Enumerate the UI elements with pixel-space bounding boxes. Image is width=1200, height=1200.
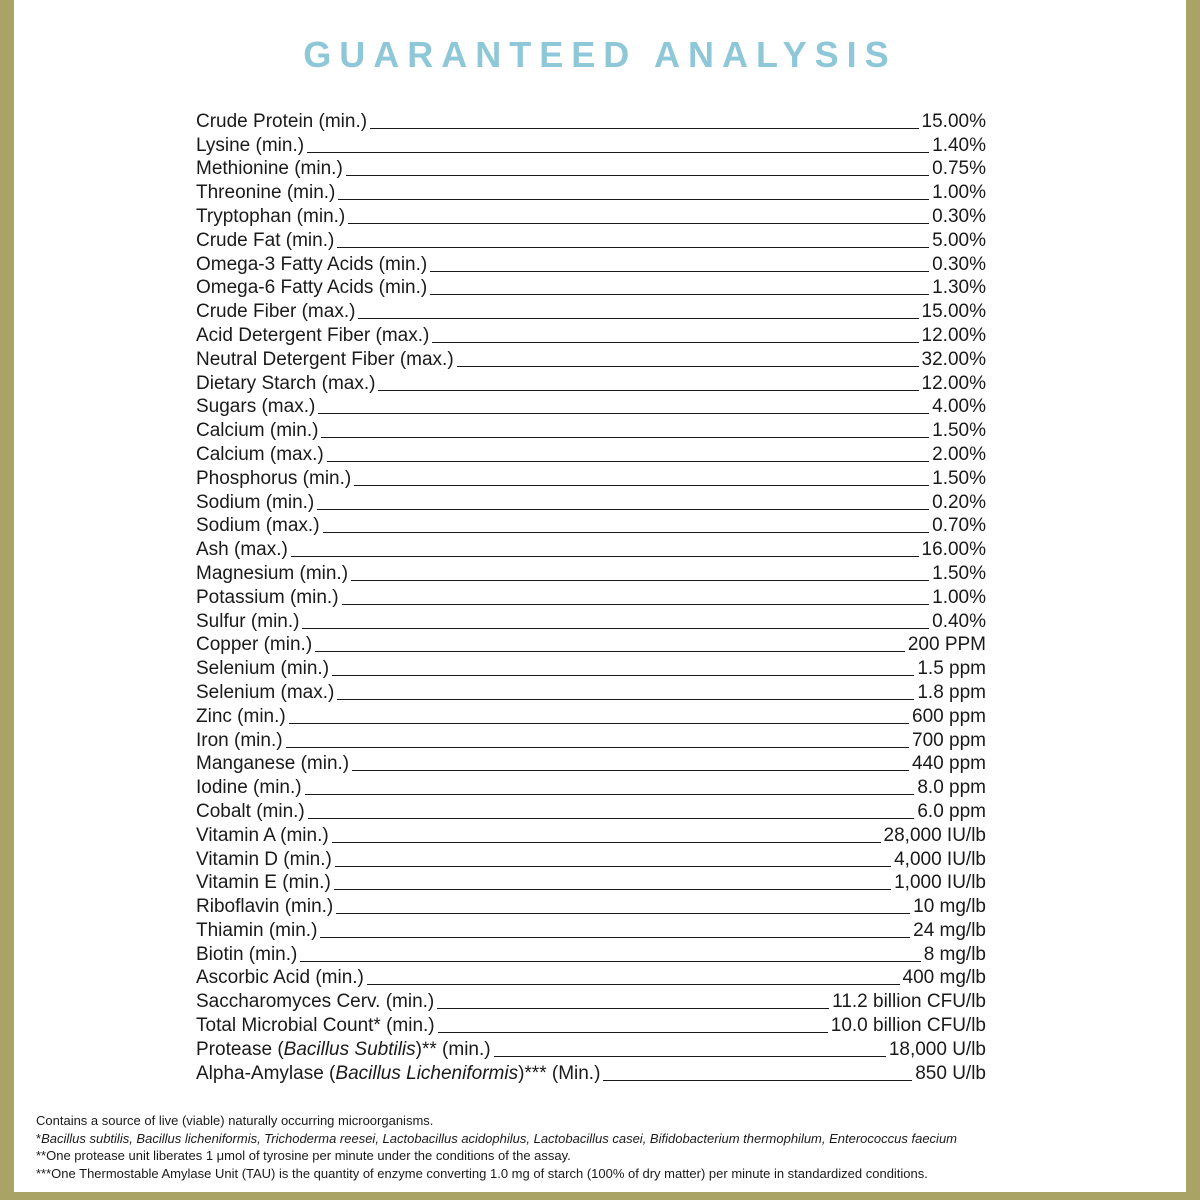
leader-line: [317, 508, 929, 510]
nutrient-value: 440 ppm: [912, 753, 986, 775]
nutrient-value: 10 mg/lb: [913, 896, 986, 918]
analysis-row: [196, 728, 986, 752]
nutrient-label: Saccharomyces Cerv. (min.): [196, 991, 435, 1013]
analysis-row: [196, 442, 986, 466]
nutrient-label: Selenium (max.): [196, 681, 335, 703]
leader-line: [354, 484, 929, 486]
analysis-row: [196, 514, 986, 538]
analysis-row: [196, 966, 986, 990]
page-title: GUARANTEED ANALYSIS: [303, 34, 897, 75]
analysis-row: [196, 752, 986, 776]
nutrient-label: Riboflavin (min.): [196, 896, 334, 918]
nutrient-value: 1.40%: [932, 134, 986, 156]
nutrient-value: 10.0 billion CFU/lb: [830, 1015, 986, 1037]
analysis-row: [196, 347, 986, 371]
leader-line: [430, 293, 929, 295]
nutrient-label: Sodium (max.): [196, 515, 320, 537]
nutrient-value: 4.00%: [932, 396, 986, 418]
nutrient-label: Vitamin D (min.): [196, 848, 332, 870]
nutrient-label: Vitamin A (min.): [196, 824, 329, 846]
nutrient-value: 15.00%: [921, 110, 986, 132]
nutrient-label: Dietary Starch (max.): [196, 372, 376, 394]
analysis-row: [196, 395, 986, 419]
analysis-row: [196, 609, 986, 633]
footnote-organisms: [36, 1130, 1166, 1148]
leader-line: [291, 555, 919, 557]
nutrient-value: 8.0 ppm: [917, 777, 986, 799]
leader-line: [432, 341, 918, 343]
nutrient-label-suffix: )*** (Min.): [518, 1062, 601, 1084]
analysis-row: [196, 633, 986, 657]
analysis-row: [196, 490, 986, 514]
leader-line: [336, 912, 910, 914]
leader-line: [302, 627, 929, 629]
nutrient-label: Magnesium (min.): [196, 562, 349, 584]
nutrient-label: [196, 1063, 600, 1085]
nutrient-value: 0.30%: [932, 253, 986, 275]
analysis-row: [196, 989, 986, 1013]
leader-line: [318, 412, 929, 414]
leader-line: [457, 365, 919, 367]
nutrient-label: Potassium (min.): [196, 586, 339, 608]
analysis-row: [196, 656, 986, 680]
leader-line: [337, 698, 914, 700]
nutrient-label: Sodium (min.): [196, 491, 315, 513]
nutrient-label: Omega-6 Fatty Acids (min.): [196, 277, 428, 299]
analysis-row: [196, 1037, 986, 1061]
nutrient-label: Crude Fat (min.): [196, 229, 335, 251]
analysis-row: [196, 1013, 986, 1037]
leader-line: [378, 389, 918, 391]
nutrient-value: 15.00%: [921, 301, 986, 323]
footnote-protease: **One protease unit liberates 1 μmol of tyrosine per minute under the conditions of the assay.: [36, 1148, 571, 1163]
analysis-row: [196, 157, 986, 181]
nutrient-label: Calcium (min.): [196, 420, 319, 442]
nutrient-label-organism: Bacillus Subtilis: [283, 1038, 416, 1060]
leader-line: [351, 579, 929, 581]
nutrient-label: Ascorbic Acid (min.): [196, 967, 364, 989]
analysis-row: [196, 585, 986, 609]
analysis-row: [196, 204, 986, 228]
leader-line: [346, 174, 929, 176]
leader-line: [300, 960, 920, 962]
nutrient-value: 0.75%: [932, 158, 986, 180]
nutrient-value: 18,000 U/lb: [888, 1038, 986, 1060]
nutrient-label: Threonine (min.): [196, 182, 336, 204]
analysis-row: [196, 180, 986, 204]
label-panel: [14, 0, 1186, 1192]
nutrient-label-prefix: Protease (: [196, 1038, 284, 1060]
nutrient-label: [196, 1039, 491, 1061]
analysis-row: [196, 775, 986, 799]
nutrient-value: 5.00%: [932, 229, 986, 251]
nutrient-value: 1.00%: [932, 182, 986, 204]
nutrient-value: 0.70%: [932, 515, 986, 537]
nutrient-label-prefix: Alpha-Amylase (: [196, 1062, 336, 1084]
analysis-row: [196, 418, 986, 442]
analysis-row: [196, 704, 986, 728]
nutrient-value: 200 PPM: [907, 634, 986, 656]
leader-line: [327, 460, 929, 462]
nutrient-label: Omega-3 Fatty Acids (min.): [196, 253, 428, 275]
nutrient-value: 2.00%: [932, 443, 986, 465]
nutrient-label: Neutral Detergent Fiber (max.): [196, 348, 454, 370]
leader-line: [438, 1031, 828, 1033]
nutrient-value: 16.00%: [921, 539, 986, 561]
nutrient-label: Thiamin (min.): [196, 919, 318, 941]
analysis-row: [196, 276, 986, 300]
leader-line: [308, 817, 915, 819]
nutrient-value: 12.00%: [921, 372, 986, 394]
analysis-row: [196, 942, 986, 966]
leader-line: [315, 650, 905, 652]
nutrient-value: 1.00%: [932, 586, 986, 608]
nutrient-label: Crude Protein (min.): [196, 110, 368, 132]
nutrient-value: 8 mg/lb: [923, 943, 986, 965]
analysis-row: [196, 894, 986, 918]
leader-line: [320, 936, 910, 938]
analysis-row: [196, 823, 986, 847]
nutrient-value: 11.2 billion CFU/lb: [832, 991, 986, 1013]
nutrient-label: Biotin (min.): [196, 943, 298, 965]
nutrient-label: Acid Detergent Fiber (max.): [196, 324, 430, 346]
nutrient-label: Ash (max.): [196, 539, 288, 561]
nutrient-label: Iodine (min.): [196, 777, 302, 799]
leader-line: [430, 270, 929, 272]
footnote-organisms-mark: *: [36, 1130, 42, 1146]
nutrient-label: Selenium (min.): [196, 658, 330, 680]
analysis-row: [196, 871, 986, 895]
nutrient-value: 12.00%: [921, 324, 986, 346]
leader-line: [335, 865, 891, 867]
nutrient-label: Calcium (max.): [196, 443, 324, 465]
leader-line: [332, 841, 881, 843]
leader-line: [305, 793, 915, 795]
nutrient-value: 850 U/lb: [915, 1062, 986, 1084]
nutrient-value: 1.5 ppm: [917, 658, 986, 680]
nutrient-label: Zinc (min.): [196, 705, 286, 727]
leader-line: [494, 1055, 886, 1057]
nutrient-label: Lysine (min.): [196, 134, 305, 156]
nutrient-label: Crude Fiber (max.): [196, 301, 356, 323]
nutrient-value: 1.8 ppm: [917, 681, 986, 703]
leader-line: [338, 198, 929, 200]
analysis-row: [196, 537, 986, 561]
nutrient-label: Sulfur (min.): [196, 610, 300, 632]
analysis-row: [196, 109, 986, 133]
leader-line: [437, 1007, 829, 1009]
leader-line: [321, 436, 929, 438]
leader-line: [367, 983, 900, 985]
nutrient-label: Cobalt (min.): [196, 800, 305, 822]
nutrient-value: 4,000 IU/lb: [894, 848, 986, 870]
nutrient-label: Vitamin E (min.): [196, 872, 331, 894]
analysis-row: [196, 1061, 986, 1085]
leader-line: [334, 888, 891, 890]
analysis-row: [196, 466, 986, 490]
leader-line: [332, 674, 914, 676]
nutrient-label: Methionine (min.): [196, 158, 343, 180]
footnote-amylase: ***One Thermostable Amylase Unit (TAU) is the quantity of enzyme converting 1.0 mg of starch (100% of dry matter) per minute in standardized conditions.: [36, 1165, 928, 1181]
leader-line: [307, 151, 929, 153]
leader-line: [603, 1079, 912, 1081]
analysis-row: [196, 133, 986, 157]
analysis-row: [196, 799, 986, 823]
leader-line: [337, 246, 929, 248]
nutrient-value: 1,000 IU/lb: [894, 872, 986, 894]
analysis-row: [196, 680, 986, 704]
nutrient-label: Copper (min.): [196, 634, 313, 656]
nutrient-value: 600 ppm: [912, 705, 986, 727]
nutrient-value: 700 ppm: [912, 729, 986, 751]
footnotes: [36, 1112, 1166, 1182]
nutrient-value: 1.30%: [932, 277, 986, 299]
nutrient-value: 0.20%: [932, 491, 986, 513]
leader-line: [323, 531, 930, 533]
leader-line: [358, 317, 918, 319]
nutrient-value: 400 mg/lb: [902, 967, 986, 989]
leader-line: [370, 127, 918, 129]
nutrient-label-suffix: )** (min.): [415, 1038, 491, 1060]
nutrient-label: Manganese (min.): [196, 753, 350, 775]
footnote-organisms-list: Bacillus subtilis, Bacillus licheniformis, Trichoderma reesei, Lactobacillus acidophilus, Lactobacillus casei, Bifidobacterium thermophilum, Enterococcus faecium: [41, 1130, 958, 1146]
nutrient-label: Total Microbial Count* (min.): [196, 1015, 435, 1037]
nutrient-label: Tryptophan (min.): [196, 205, 346, 227]
nutrient-value: 28,000 IU/lb: [883, 824, 986, 846]
leader-line: [286, 746, 909, 748]
nutrient-value: 1.50%: [932, 420, 986, 442]
nutrient-value: 6.0 ppm: [917, 800, 986, 822]
nutrient-label: Phosphorus (min.): [196, 467, 352, 489]
leader-line: [352, 769, 909, 771]
nutrient-value: 1.50%: [932, 467, 986, 489]
nutrient-value: 0.40%: [932, 610, 986, 632]
analysis-row: [196, 561, 986, 585]
analysis-row: [196, 228, 986, 252]
nutrient-label: Iron (min.): [196, 729, 283, 751]
analysis-table: [196, 109, 986, 1085]
analysis-row: [196, 847, 986, 871]
nutrient-value: 24 mg/lb: [913, 919, 986, 941]
leader-line: [289, 722, 909, 724]
analysis-row: [196, 371, 986, 395]
leader-line: [348, 222, 929, 224]
analysis-row: [196, 323, 986, 347]
nutrient-label-organism: Bacillus Licheniformis: [335, 1062, 519, 1084]
analysis-row: [196, 918, 986, 942]
nutrient-value: 32.00%: [921, 348, 986, 370]
nutrient-value: 0.30%: [932, 205, 986, 227]
analysis-row: [196, 299, 986, 323]
leader-line: [342, 603, 930, 605]
footnote-live-microorganisms: Contains a source of live (viable) naturally occurring microorganisms.: [36, 1113, 434, 1128]
nutrient-value: 1.50%: [932, 562, 986, 584]
nutrient-label: Sugars (max.): [196, 396, 316, 418]
analysis-row: [196, 252, 986, 276]
